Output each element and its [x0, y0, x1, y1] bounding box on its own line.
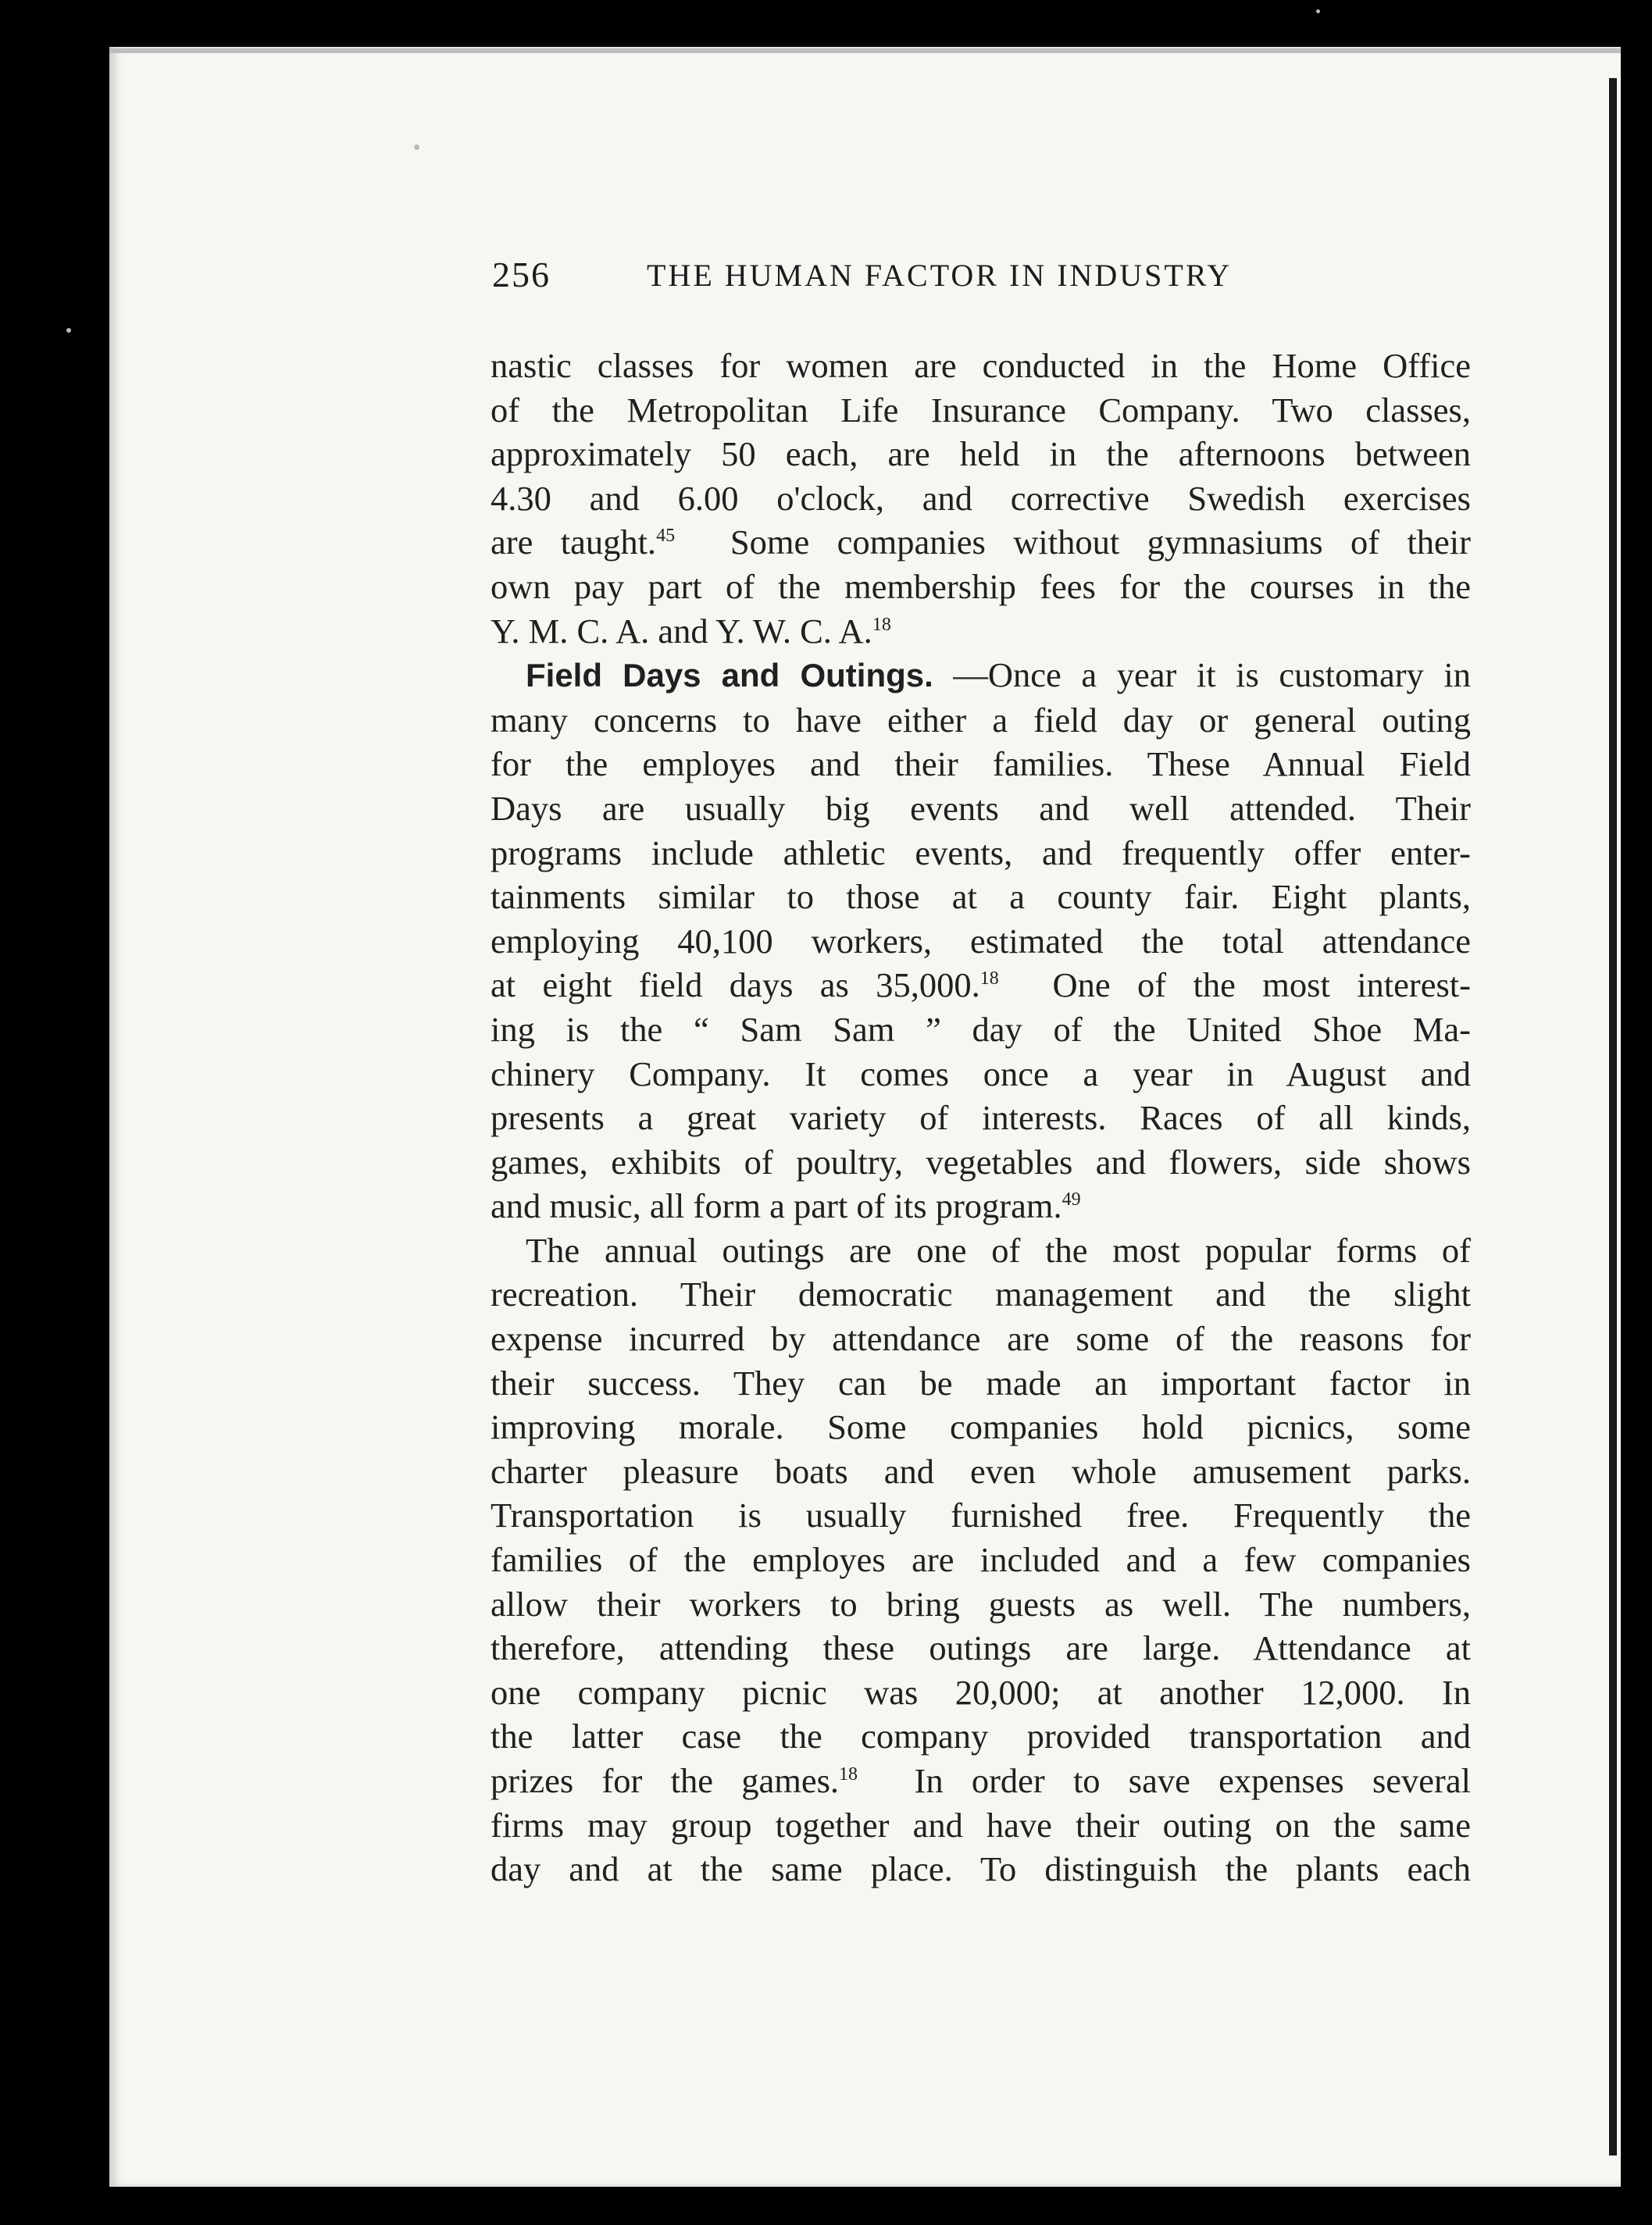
text-line — [491, 520, 1471, 565]
text-line: 4.30 and 6.00 o'clock, and corrective Swedish exercises — [491, 478, 1471, 518]
text-line: approximately 50 each, are held in the afternoons between — [491, 434, 1471, 474]
text-line — [491, 653, 1471, 698]
text-fragment: —Once a year it is customary in — [933, 655, 1471, 695]
dust-speck — [1316, 9, 1320, 13]
section-heading: Field Days and Outings. — [526, 657, 933, 694]
text-line: tainments similar to those at a county fair. Eight plants, — [491, 877, 1471, 917]
dust-speck — [414, 144, 419, 150]
text-line: programs include athletic events, and frequently offer enter- — [491, 833, 1471, 872]
text-line: own pay part of the membership fees for the courses in the — [491, 566, 1471, 606]
footnote-ref: 18 — [872, 614, 891, 635]
dust-speck — [66, 328, 71, 333]
text-line: therefore, attending these outings are large. Attendance at — [491, 1628, 1471, 1668]
paragraph — [491, 344, 1471, 653]
text-line: employing 40,100 workers, estimated the total attendance — [491, 921, 1471, 961]
text-line: families of the employes are included and a few companies — [491, 1540, 1471, 1580]
text-line: presents a great variety of interests. Races of all kinds, — [491, 1098, 1471, 1138]
text-line: the latter case the company provided transportation and — [491, 1717, 1471, 1756]
text-line: their success. They can be made an important factor in — [491, 1363, 1471, 1403]
text-line — [491, 1759, 1471, 1803]
running-head — [492, 254, 1320, 301]
text-line: chinery Company. It comes once a year in August and — [491, 1054, 1471, 1093]
footnote-ref: 45 — [656, 526, 676, 547]
text-line: charter pleasure boats and even whole amusement parks. — [491, 1451, 1471, 1491]
book-title: THE HUMAN FACTOR IN INDUSTRY — [647, 258, 1233, 293]
text-line: games, exhibits of poultry, vegetables and flowers, side shows — [491, 1142, 1471, 1182]
page-number: 256 — [492, 255, 551, 294]
text-line: nastic classes for women are conducted in the Home Office — [491, 346, 1471, 385]
text-line — [491, 609, 1471, 654]
text-fragment: prizes for the games. — [491, 1761, 840, 1800]
text-fragment: are taught. — [491, 522, 657, 562]
page-top-edge — [109, 48, 1621, 53]
body-text — [491, 344, 1471, 1892]
text-line: firms may group together and have their outing on the same — [491, 1805, 1471, 1845]
text-line: expense incurred by attendance are some of the reasons for — [491, 1319, 1471, 1359]
text-line: improving morale. Some companies hold picnics, some — [491, 1407, 1471, 1447]
text-line: The annual outings are one of the most popular forms of — [526, 1230, 1471, 1270]
text-line: Transportation is usually furnished free. Frequently the — [491, 1496, 1471, 1535]
text-line: Days are usually big events and well attended. Their — [491, 788, 1471, 828]
paragraph — [491, 1228, 1471, 1892]
text-line: one company picnic was 20,000; at another 12,000. In — [491, 1672, 1471, 1712]
text-fragment: at eight field days as 35,000. — [491, 965, 980, 1005]
text-line — [491, 1184, 1471, 1228]
text-fragment: Y. M. C. A. and Y. W. C. A. — [491, 611, 872, 651]
text-fragment: and music, all form a part of its program. — [491, 1186, 1062, 1226]
text-line — [491, 963, 1471, 1007]
page-right-edge — [1609, 78, 1617, 2155]
text-fragment: One of the most interest- — [998, 965, 1471, 1005]
text-line: of the Metropolitan Life Insurance Company. Two classes, — [491, 390, 1471, 430]
text-line: allow their workers to bring guests as well. The numbers, — [491, 1584, 1471, 1624]
footnote-ref: 49 — [1061, 1189, 1081, 1211]
text-line: for the employes and their families. These Annual Field — [491, 744, 1471, 784]
text-fragment: In order to save expenses several — [858, 1761, 1471, 1800]
text-line: day and at the same place. To distinguish the plants each — [491, 1849, 1471, 1889]
footnote-ref: 18 — [979, 968, 999, 989]
paragraph — [491, 653, 1471, 1228]
text-line: many concerns to have either a field day or general outing — [491, 700, 1471, 740]
footnote-ref: 18 — [839, 1764, 858, 1785]
text-line: ing is the “ Sam Sam ” day of the United Shoe Ma- — [491, 1009, 1471, 1049]
text-line: recreation. Their democratic management and the slight — [491, 1275, 1471, 1314]
text-fragment: Some companies without gymnasiums of their — [675, 522, 1471, 562]
